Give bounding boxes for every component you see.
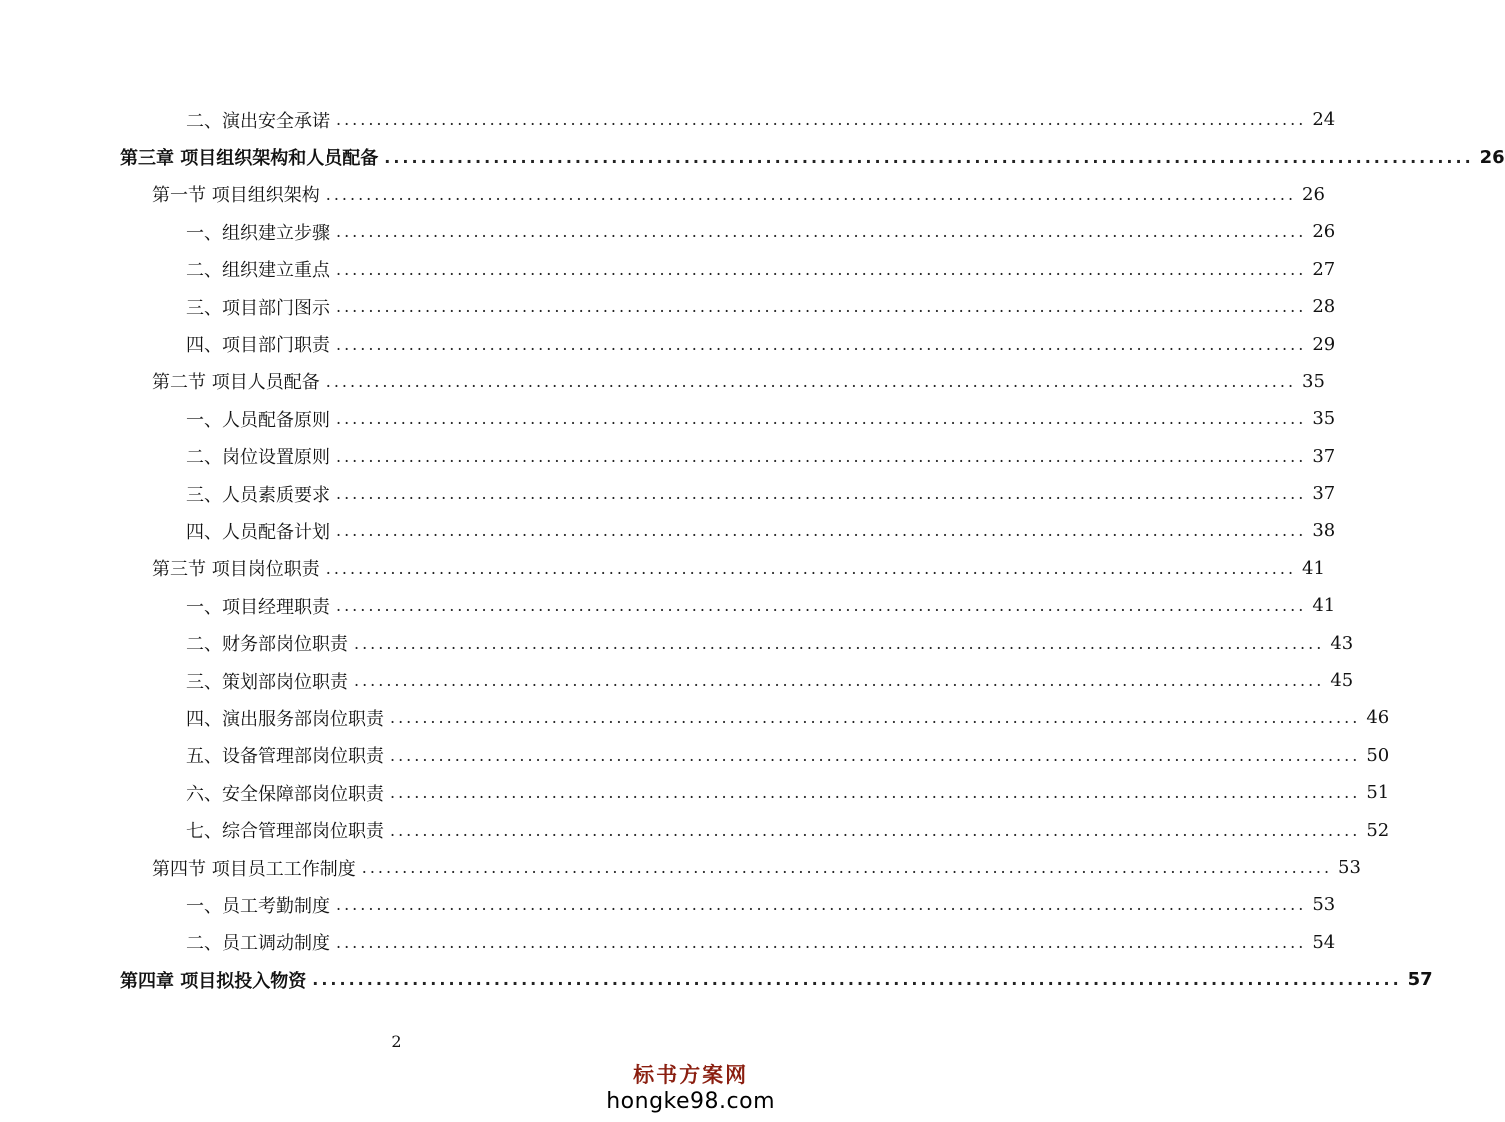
toc-entry-item[interactable] (186, 587, 1336, 624)
dot-leader: ........................................................................................................................ (336, 222, 1307, 242)
toc-entry-label: 一、人员配备原则 (186, 406, 336, 432)
toc-entry-item[interactable] (186, 737, 1390, 774)
dot-leader: ........................................................................................................................ (390, 745, 1361, 765)
toc-entry-label: 六、安全保障部岗位职责 (186, 780, 390, 806)
toc-entry-page: 24 (1312, 109, 1336, 131)
dot-leader: ........................................................................................................................ (325, 184, 1297, 204)
toc-entry-label: 七、综合管理部岗位职责 (186, 817, 390, 843)
dot-leader: ........................................................................................................................ (336, 932, 1307, 952)
toc-entry-page: 53 (1338, 857, 1361, 878)
toc-entry-page: 41 (1312, 595, 1336, 617)
dot-leader: ........................................................................................................................ (354, 633, 1325, 653)
toc-entry-page: 41 (1302, 557, 1325, 579)
toc-entry-item[interactable] (186, 438, 1336, 475)
toc-entry-label: 四、演出服务部岗位职责 (186, 705, 390, 731)
toc-entry-chapter[interactable] (120, 138, 1505, 175)
toc-entry-label: 五、设备管理部岗位职责 (186, 742, 390, 768)
dot-leader: ........................................................................................................................ (390, 820, 1361, 840)
toc-entry-page: 54 (1312, 931, 1336, 953)
toc-entry-page: 43 (1330, 632, 1354, 654)
toc-entry-item[interactable] (186, 924, 1336, 961)
toc-entry-item[interactable] (186, 101, 1336, 138)
toc-entry-page: 38 (1312, 520, 1336, 542)
toc-entry-label: 一、项目经理职责 (186, 593, 336, 619)
toc-entry-page: 46 (1366, 707, 1390, 729)
toc-entry-label: 二、岗位设置原则 (186, 443, 336, 469)
toc-entry-item[interactable] (186, 325, 1336, 362)
dot-leader: ........................................................................................................................ (336, 334, 1307, 354)
dot-leader: ........................................................................................................................ (336, 259, 1307, 279)
dot-leader: ........................................................................................................................ (336, 596, 1307, 616)
toc-entry-item[interactable] (186, 475, 1336, 512)
toc-entry-item[interactable] (186, 251, 1336, 288)
toc-entry-label: 二、组织建立重点 (186, 256, 336, 282)
toc-entry-label: 四、项目部门职责 (186, 331, 336, 357)
dot-leader: ........................................................................................................................ (384, 147, 1474, 167)
toc-entry-item[interactable] (186, 699, 1390, 736)
toc-entry-label: 第一节 项目组织架构 (152, 181, 326, 207)
toc-entry-label: 三、策划部岗位职责 (186, 668, 354, 694)
toc-entry-item[interactable] (186, 213, 1336, 250)
toc-entry-page: 29 (1312, 333, 1336, 355)
toc-entry-label: 三、人员素质要求 (186, 481, 336, 507)
toc-entry-label: 三、项目部门图示 (186, 294, 336, 320)
dot-leader: ........................................................................................................................ (390, 708, 1361, 728)
toc-entry-label: 第四章 项目拟投入物资 (120, 967, 312, 993)
toc-entry-label: 二、演出安全承诺 (186, 107, 336, 133)
toc-entry-label: 四、人员配备计划 (186, 518, 336, 544)
toc-entry-page: 26 (1312, 221, 1336, 243)
watermark (606, 1059, 775, 1114)
dot-leader: ........................................................................................................................ (361, 858, 1333, 877)
toc-entry-label: 第四节 项目员工工作制度 (152, 855, 362, 881)
toc-entry-page: 28 (1312, 296, 1336, 318)
toc-entry-page: 53 (1312, 894, 1336, 916)
toc-entry-page: 35 (1312, 408, 1336, 430)
toc-entry-section[interactable] (152, 849, 1361, 886)
toc-entry-item[interactable] (186, 774, 1390, 811)
page-number: 2 (391, 1032, 402, 1051)
dot-leader: ........................................................................................................................ (325, 558, 1297, 578)
toc-entry-page: 52 (1366, 819, 1390, 841)
toc-entry-label: 一、组织建立步骤 (186, 219, 336, 245)
toc-entry-item[interactable] (186, 662, 1354, 699)
dot-leader: ........................................................................................................................ (312, 970, 1402, 990)
dot-leader: ........................................................................................................................ (336, 409, 1307, 429)
watermark-url: hongke98.com (606, 1089, 775, 1114)
toc-entry-label: 一、员工考勤制度 (186, 892, 336, 918)
toc-entry-section[interactable] (152, 550, 1325, 587)
dot-leader: ........................................................................................................................ (336, 297, 1307, 317)
toc-entry-page: 37 (1312, 483, 1336, 505)
toc-entry-page: 50 (1366, 744, 1390, 766)
toc-entry-section[interactable] (152, 176, 1325, 213)
toc-entry-page: 37 (1312, 445, 1336, 467)
toc-entry-item[interactable] (186, 886, 1336, 923)
toc-entry-label: 二、财务部岗位职责 (186, 630, 354, 656)
toc-entry-page: 27 (1312, 258, 1336, 280)
toc-entry-page: 35 (1302, 370, 1325, 392)
toc-entry-label: 第二节 项目人员配备 (152, 368, 326, 394)
dot-leader: ........................................................................................................................ (336, 521, 1307, 541)
dot-leader: ........................................................................................................................ (336, 110, 1307, 130)
dot-leader: ........................................................................................................................ (354, 671, 1325, 691)
toc-entry-item[interactable] (186, 512, 1336, 549)
toc-entry-page: 26 (1479, 146, 1505, 168)
watermark-name: 标书方案网 (633, 1063, 749, 1087)
dot-leader: ........................................................................................................................ (336, 484, 1307, 504)
dot-leader: ........................................................................................................................ (336, 895, 1307, 915)
toc-entry-label: 二、员工调动制度 (186, 929, 336, 955)
toc-entry-label: 第三节 项目岗位职责 (152, 555, 326, 581)
toc-entry-chapter[interactable] (120, 961, 1433, 998)
dot-leader: ........................................................................................................................ (336, 446, 1307, 466)
toc-entry-page: 45 (1330, 670, 1354, 692)
dot-leader: ........................................................................................................................ (390, 783, 1361, 803)
toc-entry-section[interactable] (152, 363, 1325, 400)
toc-entry-page: 26 (1302, 183, 1325, 205)
toc-entry-item[interactable] (186, 624, 1354, 661)
toc-entry-page: 51 (1366, 782, 1390, 804)
table-of-contents (0, 101, 1505, 998)
dot-leader: ........................................................................................................................ (325, 371, 1297, 391)
toc-entry-item[interactable] (186, 400, 1336, 437)
toc-entry-page: 57 (1407, 969, 1433, 991)
toc-entry-label: 第三章 项目组织架构和人员配备 (120, 144, 384, 170)
toc-entry-item[interactable] (186, 288, 1336, 325)
toc-entry-item[interactable] (186, 811, 1390, 848)
